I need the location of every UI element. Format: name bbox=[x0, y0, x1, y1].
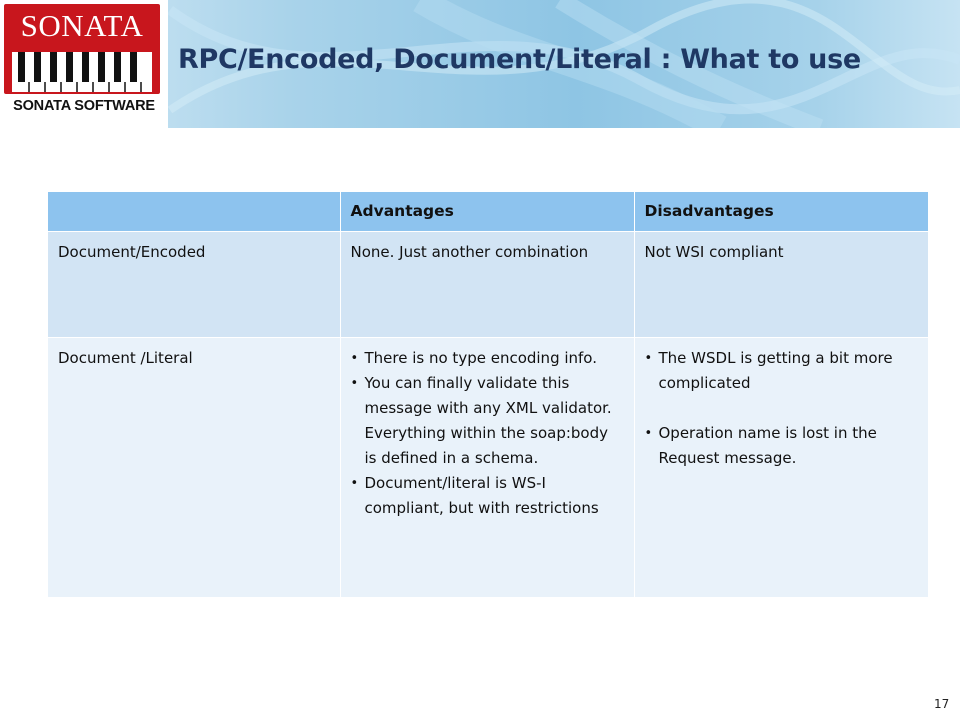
disadvantages-list bbox=[645, 346, 918, 471]
advantages-list bbox=[351, 346, 624, 521]
header-disadvantages: Disadvantages bbox=[634, 192, 928, 232]
sonata-logo bbox=[0, 0, 168, 128]
slide-title: RPC/Encoded, Document/Literal : What to use bbox=[178, 44, 861, 75]
advantages-cell bbox=[340, 338, 634, 598]
logo-subtitle: SONATA SOFTWARE bbox=[13, 98, 155, 114]
header-advantages: Advantages bbox=[340, 192, 634, 232]
table-row bbox=[48, 338, 928, 598]
row-label: Document /Literal bbox=[48, 338, 340, 598]
header-empty-cell bbox=[48, 192, 340, 232]
logo-red-box bbox=[4, 4, 160, 94]
header-banner bbox=[0, 0, 960, 128]
list-item: • You can finally validate this message with any XML validator. Everything within the soap:body is defined in a schema. bbox=[351, 371, 624, 471]
advantages-cell: None. Just another combination bbox=[340, 232, 634, 338]
row-label: Document/Encoded bbox=[48, 232, 340, 338]
list-item: • Document/literal is WS-I compliant, but with restrictions bbox=[351, 471, 624, 521]
table-row bbox=[48, 232, 928, 338]
list-item: • There is no type encoding info. bbox=[351, 346, 624, 371]
list-item: • The WSDL is getting a bit more complicated bbox=[645, 346, 918, 396]
piano-keys-icon bbox=[12, 52, 152, 92]
comparison-table bbox=[48, 192, 929, 598]
table-header-row bbox=[48, 192, 928, 232]
page-number: 17 bbox=[934, 697, 950, 711]
list-item: • Operation name is lost in the Request message. bbox=[645, 421, 918, 471]
disadvantages-cell: Not WSI compliant bbox=[634, 232, 928, 338]
logo-wordmark: SONATA bbox=[20, 8, 144, 43]
disadvantages-cell bbox=[634, 338, 928, 598]
